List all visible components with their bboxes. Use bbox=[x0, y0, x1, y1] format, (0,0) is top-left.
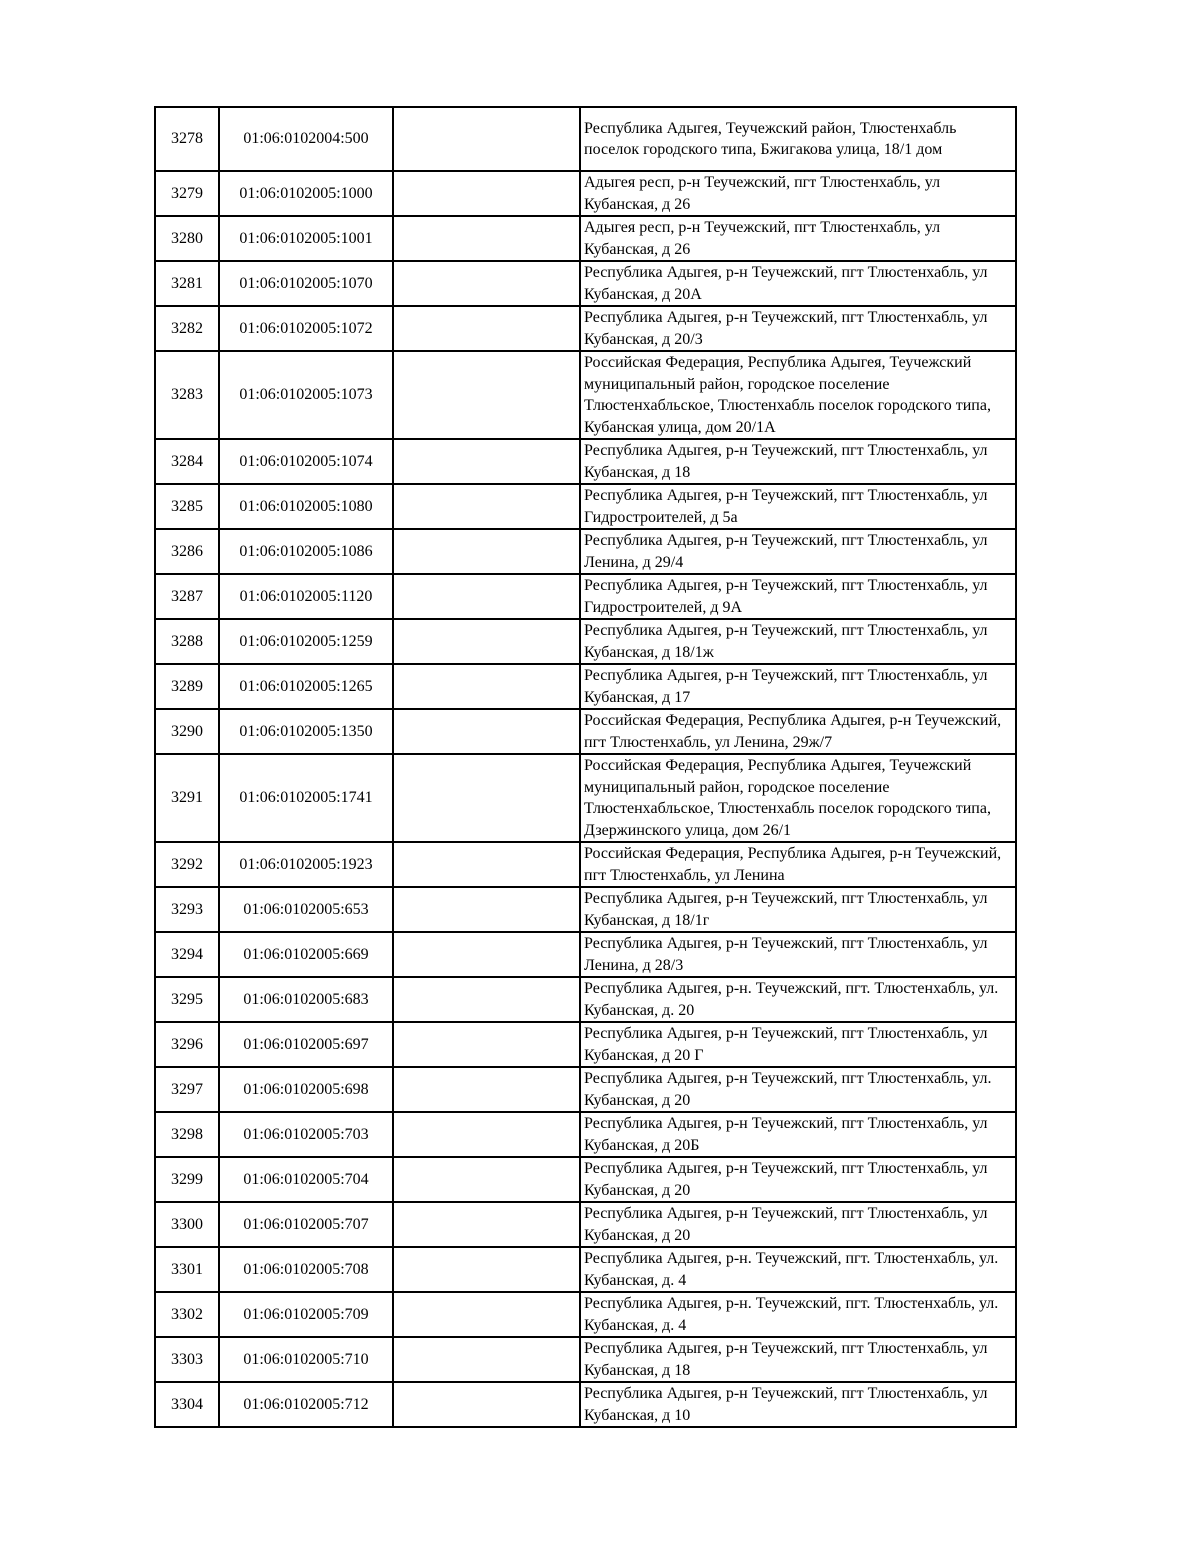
table-row bbox=[155, 107, 1016, 171]
cadastral-number-cell: 01:06:0102005:708 bbox=[219, 1247, 393, 1292]
cadastral-number-cell: 01:06:0102005:1259 bbox=[219, 619, 393, 664]
empty-cell bbox=[393, 977, 580, 1022]
table-row bbox=[155, 1067, 1016, 1112]
table-row bbox=[155, 754, 1016, 842]
empty-cell bbox=[393, 619, 580, 664]
table-row bbox=[155, 1337, 1016, 1382]
table-row bbox=[155, 574, 1016, 619]
row-number-cell: 3300 bbox=[155, 1202, 219, 1247]
table-row bbox=[155, 306, 1016, 351]
cadastral-number-cell: 01:06:0102005:1073 bbox=[219, 351, 393, 439]
cadastral-table bbox=[154, 106, 1017, 1428]
table-row bbox=[155, 842, 1016, 887]
cadastral-number-cell: 01:06:0102004:500 bbox=[219, 107, 393, 171]
empty-cell bbox=[393, 1382, 580, 1427]
cadastral-number-cell: 01:06:0102005:703 bbox=[219, 1112, 393, 1157]
table-row bbox=[155, 171, 1016, 216]
cadastral-number-cell: 01:06:0102005:1000 bbox=[219, 171, 393, 216]
row-number-cell: 3297 bbox=[155, 1067, 219, 1112]
table-row bbox=[155, 529, 1016, 574]
empty-cell bbox=[393, 1202, 580, 1247]
address-cell: Республика Адыгея, р-н Теучежский, пгт Тлюстенхабль, ул. Кубанская, д 20 bbox=[580, 1067, 1016, 1112]
cadastral-number-cell: 01:06:0102005:1265 bbox=[219, 664, 393, 709]
empty-cell bbox=[393, 216, 580, 261]
address-cell: Республика Адыгея, р-н Теучежский, пгт Тлюстенхабль, ул Кубанская, д 10 bbox=[580, 1382, 1016, 1427]
empty-cell bbox=[393, 1247, 580, 1292]
cadastral-number-cell: 01:06:0102005:1350 bbox=[219, 709, 393, 754]
cadastral-number-cell: 01:06:0102005:653 bbox=[219, 887, 393, 932]
cadastral-number-cell: 01:06:0102005:704 bbox=[219, 1157, 393, 1202]
row-number-cell: 3287 bbox=[155, 574, 219, 619]
address-cell: Республика Адыгея, р-н Теучежский, пгт Тлюстенхабль, ул Ленина, д 28/3 bbox=[580, 932, 1016, 977]
cadastral-number-cell: 01:06:0102005:1070 bbox=[219, 261, 393, 306]
address-cell: Республика Адыгея, р-н Теучежский, пгт Тлюстенхабль, ул Кубанская, д 18/1ж bbox=[580, 619, 1016, 664]
cadastral-number-cell: 01:06:0102005:1072 bbox=[219, 306, 393, 351]
row-number-cell: 3283 bbox=[155, 351, 219, 439]
cadastral-number-cell: 01:06:0102005:1741 bbox=[219, 754, 393, 842]
row-number-cell: 3289 bbox=[155, 664, 219, 709]
row-number-cell: 3295 bbox=[155, 977, 219, 1022]
cadastral-number-cell: 01:06:0102005:707 bbox=[219, 1202, 393, 1247]
empty-cell bbox=[393, 1022, 580, 1067]
address-cell: Адыгея респ, р-н Теучежский, пгт Тлюстенхабль, ул Кубанская, д 26 bbox=[580, 216, 1016, 261]
row-number-cell: 3279 bbox=[155, 171, 219, 216]
table-row bbox=[155, 261, 1016, 306]
table-row bbox=[155, 664, 1016, 709]
table-row bbox=[155, 977, 1016, 1022]
row-number-cell: 3298 bbox=[155, 1112, 219, 1157]
address-cell: Республика Адыгея, р-н Теучежский, пгт Тлюстенхабль, ул Кубанская, д 20Б bbox=[580, 1112, 1016, 1157]
empty-cell bbox=[393, 842, 580, 887]
table-row bbox=[155, 1382, 1016, 1427]
row-number-cell: 3284 bbox=[155, 439, 219, 484]
table-row bbox=[155, 484, 1016, 529]
address-cell: Республика Адыгея, р-н Теучежский, пгт Тлюстенхабль, ул Ленина, д 29/4 bbox=[580, 529, 1016, 574]
row-number-cell: 3282 bbox=[155, 306, 219, 351]
address-cell: Республика Адыгея, р-н Теучежский, пгт Тлюстенхабль, ул Кубанская, д 18/1г bbox=[580, 887, 1016, 932]
row-number-cell: 3294 bbox=[155, 932, 219, 977]
empty-cell bbox=[393, 484, 580, 529]
row-number-cell: 3281 bbox=[155, 261, 219, 306]
address-cell: Республика Адыгея, р-н Теучежский, пгт Тлюстенхабль, ул Гидростроителей, д 9А bbox=[580, 574, 1016, 619]
cadastral-number-cell: 01:06:0102005:698 bbox=[219, 1067, 393, 1112]
row-number-cell: 3288 bbox=[155, 619, 219, 664]
table-row bbox=[155, 709, 1016, 754]
row-number-cell: 3302 bbox=[155, 1292, 219, 1337]
table-row bbox=[155, 1247, 1016, 1292]
cadastral-number-cell: 01:06:0102005:669 bbox=[219, 932, 393, 977]
cadastral-number-cell: 01:06:0102005:1001 bbox=[219, 216, 393, 261]
cadastral-number-cell: 01:06:0102005:710 bbox=[219, 1337, 393, 1382]
empty-cell bbox=[393, 107, 580, 171]
empty-cell bbox=[393, 529, 580, 574]
table-row bbox=[155, 1112, 1016, 1157]
empty-cell bbox=[393, 754, 580, 842]
empty-cell bbox=[393, 1067, 580, 1112]
address-cell: Республика Адыгея, Теучежский район, Тлюстенхабль поселок городского типа, Бжигакова улица, 18/1 дом bbox=[580, 107, 1016, 171]
empty-cell bbox=[393, 1337, 580, 1382]
table-row bbox=[155, 216, 1016, 261]
cadastral-number-cell: 01:06:0102005:1120 bbox=[219, 574, 393, 619]
cadastral-number-cell: 01:06:0102005:709 bbox=[219, 1292, 393, 1337]
address-cell: Российская Федерация, Республика Адыгея, Теучежский муниципальный район, городское поселение Тлюстенхабльское, Тлюстенхабль поселок городского типа, Дзержинского улица, дом 26/1 bbox=[580, 754, 1016, 842]
empty-cell bbox=[393, 664, 580, 709]
table-row bbox=[155, 932, 1016, 977]
row-number-cell: 3290 bbox=[155, 709, 219, 754]
row-number-cell: 3278 bbox=[155, 107, 219, 171]
row-number-cell: 3301 bbox=[155, 1247, 219, 1292]
address-cell: Республика Адыгея, р-н. Теучежский, пгт. Тлюстенхабль, ул. Кубанская, д. 4 bbox=[580, 1247, 1016, 1292]
address-cell: Республика Адыгея, р-н Теучежский, пгт Тлюстенхабль, ул Кубанская, д 17 bbox=[580, 664, 1016, 709]
empty-cell bbox=[393, 351, 580, 439]
address-cell: Российская Федерация, Республика Адыгея, р-н Теучежский, пгт Тлюстенхабль, ул Ленина, 29ж/7 bbox=[580, 709, 1016, 754]
address-cell: Республика Адыгея, р-н Теучежский, пгт Тлюстенхабль, ул Кубанская, д 18 bbox=[580, 1337, 1016, 1382]
empty-cell bbox=[393, 439, 580, 484]
empty-cell bbox=[393, 1157, 580, 1202]
empty-cell bbox=[393, 574, 580, 619]
address-cell: Российская Федерация, Республика Адыгея, р-н Теучежский, пгт Тлюстенхабль, ул Ленина bbox=[580, 842, 1016, 887]
empty-cell bbox=[393, 1292, 580, 1337]
row-number-cell: 3285 bbox=[155, 484, 219, 529]
address-cell: Республика Адыгея, р-н. Теучежский, пгт. Тлюстенхабль, ул. Кубанская, д. 4 bbox=[580, 1292, 1016, 1337]
table-row bbox=[155, 1022, 1016, 1067]
table-row bbox=[155, 619, 1016, 664]
row-number-cell: 3293 bbox=[155, 887, 219, 932]
row-number-cell: 3303 bbox=[155, 1337, 219, 1382]
empty-cell bbox=[393, 932, 580, 977]
table-row bbox=[155, 887, 1016, 932]
address-cell: Республика Адыгея, р-н Теучежский, пгт Тлюстенхабль, ул Гидростроителей, д 5а bbox=[580, 484, 1016, 529]
address-cell: Республика Адыгея, р-н Теучежский, пгт Тлюстенхабль, ул Кубанская, д 20 bbox=[580, 1202, 1016, 1247]
row-number-cell: 3292 bbox=[155, 842, 219, 887]
empty-cell bbox=[393, 171, 580, 216]
empty-cell bbox=[393, 306, 580, 351]
table-row bbox=[155, 439, 1016, 484]
table-row bbox=[155, 1292, 1016, 1337]
row-number-cell: 3304 bbox=[155, 1382, 219, 1427]
address-cell: Адыгея респ, р-н Теучежский, пгт Тлюстенхабль, ул Кубанская, д 26 bbox=[580, 171, 1016, 216]
empty-cell bbox=[393, 887, 580, 932]
empty-cell bbox=[393, 709, 580, 754]
row-number-cell: 3286 bbox=[155, 529, 219, 574]
cadastral-number-cell: 01:06:0102005:1086 bbox=[219, 529, 393, 574]
row-number-cell: 3291 bbox=[155, 754, 219, 842]
cadastral-number-cell: 01:06:0102005:712 bbox=[219, 1382, 393, 1427]
address-cell: Республика Адыгея, р-н. Теучежский, пгт. Тлюстенхабль, ул. Кубанская, д. 20 bbox=[580, 977, 1016, 1022]
cadastral-number-cell: 01:06:0102005:1080 bbox=[219, 484, 393, 529]
row-number-cell: 3280 bbox=[155, 216, 219, 261]
cadastral-number-cell: 01:06:0102005:1923 bbox=[219, 842, 393, 887]
empty-cell bbox=[393, 261, 580, 306]
address-cell: Республика Адыгея, р-н Теучежский, пгт Тлюстенхабль, ул Кубанская, д 20/3 bbox=[580, 306, 1016, 351]
address-cell: Республика Адыгея, р-н Теучежский, пгт Тлюстенхабль, ул Кубанская, д 20А bbox=[580, 261, 1016, 306]
table-row bbox=[155, 351, 1016, 439]
empty-cell bbox=[393, 1112, 580, 1157]
address-cell: Республика Адыгея, р-н Теучежский, пгт Тлюстенхабль, ул Кубанская, д 20 Г bbox=[580, 1022, 1016, 1067]
address-cell: Республика Адыгея, р-н Теучежский, пгт Тлюстенхабль, ул Кубанская, д 20 bbox=[580, 1157, 1016, 1202]
cadastral-number-cell: 01:06:0102005:683 bbox=[219, 977, 393, 1022]
table-body bbox=[155, 107, 1016, 1427]
table-row bbox=[155, 1157, 1016, 1202]
address-cell: Российская Федерация, Республика Адыгея, Теучежский муниципальный район, городское поселение Тлюстенхабльское, Тлюстенхабль поселок городского типа, Кубанская улица, дом 20/1А bbox=[580, 351, 1016, 439]
address-cell: Республика Адыгея, р-н Теучежский, пгт Тлюстенхабль, ул Кубанская, д 18 bbox=[580, 439, 1016, 484]
row-number-cell: 3299 bbox=[155, 1157, 219, 1202]
table-row bbox=[155, 1202, 1016, 1247]
cadastral-number-cell: 01:06:0102005:1074 bbox=[219, 439, 393, 484]
row-number-cell: 3296 bbox=[155, 1022, 219, 1067]
cadastral-number-cell: 01:06:0102005:697 bbox=[219, 1022, 393, 1067]
